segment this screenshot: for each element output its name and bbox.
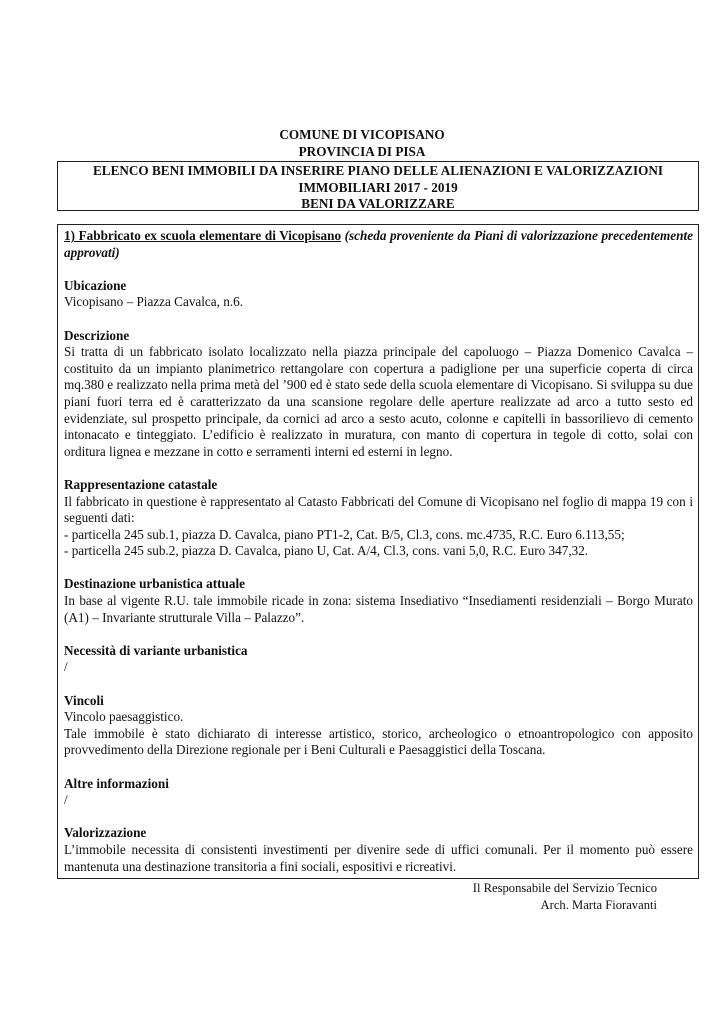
province-name: PROVINCIA DI PISA: [298, 143, 426, 159]
signature-name: Arch. Marta Fioravanti: [540, 897, 657, 912]
property-title: [64, 228, 693, 261]
signature-role: Il Responsabile del Servizio Tecnico: [472, 881, 657, 895]
section-valorizzazione: [64, 825, 693, 875]
section-catastale: [64, 477, 693, 560]
section-heading: Vincoli: [64, 692, 104, 708]
property-title-text: 1) Fabbricato ex scuola elementare di Vicopisano: [64, 228, 342, 243]
section-heading: Rappresentazione catastale: [64, 476, 218, 492]
section-ubicazione: [64, 278, 693, 311]
signature-block: [473, 880, 657, 913]
section-heading: Ubicazione: [64, 277, 127, 293]
section-heading: Valorizzazione: [64, 825, 147, 841]
property-sheet: [57, 224, 699, 879]
section-text: In base al vigente R.U. tale immobile ricade in zona: sistema Insediativo “Insediamenti residenziali – Borgo Murato (A1) – Invariante strutturale Villa – Palazzo”.: [64, 593, 693, 625]
section-text: Il fabbricato in questione è rappresentato al Catasto Fabbricati del Comune di Vicopisano nel foglio di mappa 19 con i seguenti dati:: [64, 493, 693, 526]
cadastral-item: - particella 245 sub.2, piazza D. Cavalca, piano U, Cat. A/4, Cl.3, cons. vani 5,0, R.C. Euro 347,32.: [64, 543, 589, 559]
section-text: Tale immobile è stato dichiarato di interesse artistico, storico, archeologico o etnoantropologico con apposito provvedimento della Direzione regionale per i Beni Culturali e Paesaggistici della Toscana.: [64, 725, 693, 758]
section-vincoli: [64, 693, 693, 759]
section-text: Si tratta di un fabbricato isolato localizzato nella piazza principale del capoluogo – Piazza Domenico Cavalca – costituito da un impianto planimetrico rettangolare con copertura a padiglione per una superficie coperta di circa mq.380 e realizzato nella prima metà del ’900 ed è stato sede della scuola elementare di Vicopisano. Si sviluppa su due piani fuori terra ed è caratterizzato da una scansione regolare delle aperture realizzate ad arco a tutto sesto ed evidenziate, sul prospetto principale, da cornici ad arco a sesto acuto, colonne e capitelli in bassorilievo di cemento intonacato e tinteggiato. L’edificio è realizzato in muratura, con manto di copertura in tegole di cotto, solai con orditura lignea e mezzane in cotto e serramenti interni ed esterni in legno.: [64, 344, 693, 459]
property-title-note: (scheda proveniente da Piani di valorizzazione precedentemente approvati): [64, 228, 693, 260]
municipality-name: COMUNE DI VICOPISANO: [279, 127, 445, 142]
document-title-line-1: ELENCO BENI IMMOBILI DA INSERIRE PIANO DELLE ALIENAZIONI E VALORIZZAZIONI: [92, 163, 663, 178]
document-title-line-3: BENI DA VALORIZZARE: [301, 196, 455, 212]
section-text: /: [64, 792, 68, 808]
section-heading: Destinazione urbanistica attuale: [64, 576, 245, 592]
document-title-box: [57, 161, 699, 211]
section-heading: Descrizione: [64, 327, 130, 343]
section-variante: [64, 643, 693, 676]
section-descrizione: [64, 328, 693, 461]
section-urbanistica: [64, 576, 693, 626]
cadastral-item: - particella 245 sub.1, piazza D. Cavalca, piano PT1-2, Cat. B/5, Cl.3, cons. mc.4735, R.C. Euro 6.113,55;: [64, 526, 625, 542]
section-text: Vicopisano – Piazza Cavalca, n.6.: [64, 294, 244, 310]
section-text: L’immobile necessita di consistenti investimenti per divenire sede di uffici comunali. Per il momento può essere mantenuta una destinazione transitoria a fini sociali, espositivi e ricreativi.: [64, 841, 693, 874]
document-header: [0, 127, 724, 160]
section-text: Vincolo paesaggistico.: [64, 709, 184, 725]
section-altre: [64, 776, 693, 809]
section-text: /: [64, 659, 68, 675]
section-heading: Altre informazioni: [64, 775, 169, 791]
section-heading: Necessità di variante urbanistica: [64, 642, 248, 658]
document-title-line-2: IMMOBILIARI 2017 - 2019: [298, 179, 458, 195]
